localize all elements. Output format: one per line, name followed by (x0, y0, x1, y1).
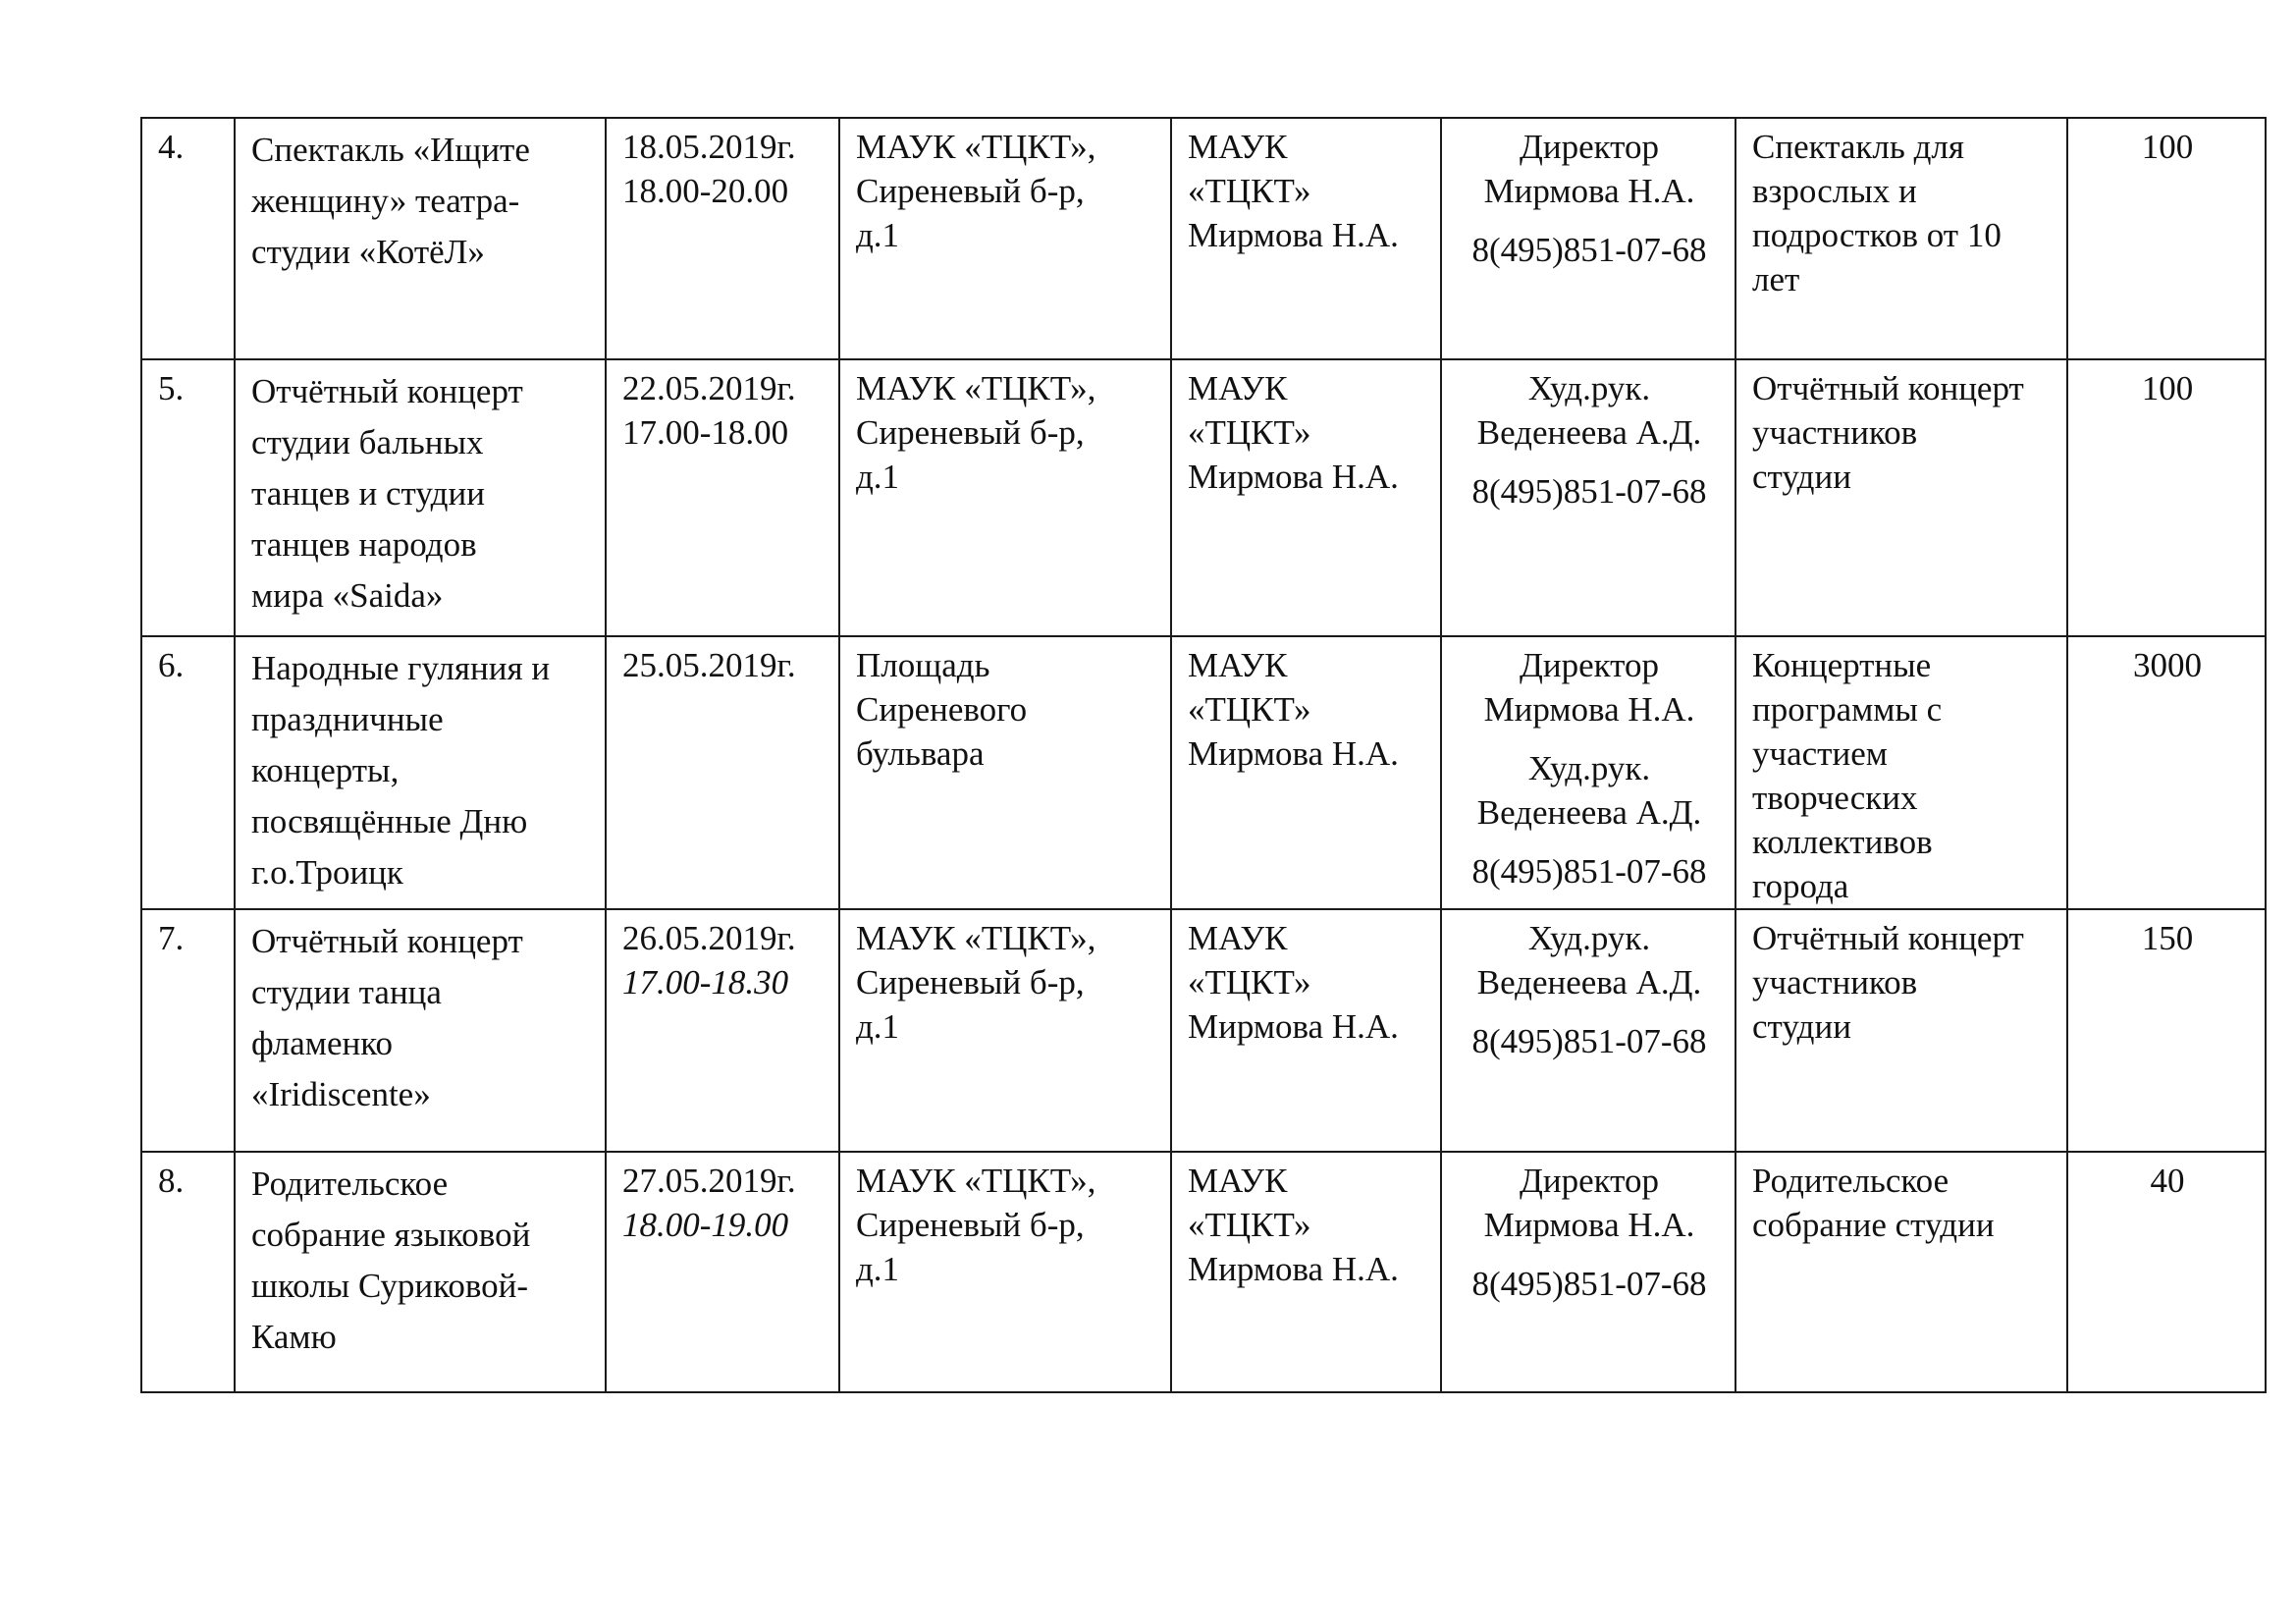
event-name-cell (235, 636, 606, 909)
event-date: 18.05.2019г. (622, 128, 796, 166)
event-time: 17.00-18.30 (622, 963, 789, 1001)
phone-number: 8(495)851-07-68 (1471, 1265, 1707, 1303)
event-name-line: Родительское (251, 1164, 449, 1203)
event-description-line: Родительское (1752, 1162, 1949, 1200)
event-place-line: Сиреневый б-р, (856, 1206, 1085, 1244)
event-description-line: участников (1752, 413, 1918, 452)
event-place-cell (839, 118, 1171, 359)
responsible-person (1458, 125, 1721, 213)
participants-count: 100 (2141, 369, 2194, 407)
event-name-line: студии «КотёЛ» (251, 233, 485, 271)
participants-count-cell (2067, 636, 2266, 909)
participants-count-cell (2067, 909, 2266, 1152)
responsible-name: Мирмова Н.А. (1483, 172, 1695, 210)
event-description-line: Концертные (1752, 646, 1932, 684)
participants-count: 100 (2141, 128, 2194, 166)
event-name-cell (235, 1152, 606, 1392)
event-place-line: МАУК «ТЦКТ», (856, 1162, 1096, 1200)
responsible-role: Худ.рук. (1527, 919, 1651, 957)
responsible-cell (1441, 636, 1735, 909)
event-description-line: программы с (1752, 690, 1943, 729)
event-description-line: Отчётный концерт (1752, 919, 2024, 957)
event-date: 22.05.2019г. (622, 369, 796, 407)
responsible-role: Худ.рук. (1527, 749, 1651, 787)
row-number: 5. (158, 369, 185, 407)
event-description-line: коллективов (1752, 823, 1933, 861)
event-place-line: д.1 (856, 216, 900, 254)
event-description-line: Отчётный концерт (1752, 369, 2024, 407)
event-name-line: праздничные (251, 700, 444, 738)
event-date: 27.05.2019г. (622, 1162, 796, 1200)
organizer-line: «ТЦКТ» (1188, 172, 1311, 210)
event-name-line: посвящённые Дню (251, 802, 528, 840)
event-place-line: д.1 (856, 458, 900, 496)
event-name-line: Камю (251, 1318, 337, 1356)
event-name-line: студии бальных (251, 423, 484, 461)
responsible-name: Веденеева А.Д. (1476, 793, 1702, 832)
event-place-cell (839, 636, 1171, 909)
participants-count: 150 (2141, 919, 2194, 957)
events-table-body (141, 118, 2266, 1392)
organizer-cell (1171, 909, 1441, 1152)
organizer-cell (1171, 636, 1441, 909)
organizer-line: Мирмова Н.А. (1188, 458, 1399, 496)
row-number: 6. (158, 646, 185, 684)
event-place-line: МАУК «ТЦКТ», (856, 919, 1096, 957)
event-name-line: фламенко (251, 1024, 393, 1062)
organizer-cell (1171, 118, 1441, 359)
responsible-person (1458, 916, 1721, 1004)
row-number: 8. (158, 1162, 185, 1200)
organizer-cell (1171, 359, 1441, 636)
event-place-cell (839, 909, 1171, 1152)
responsible-role: Директор (1519, 128, 1660, 166)
event-name-line: мира «Saida» (251, 576, 444, 615)
event-name-cell (235, 909, 606, 1152)
table-row (141, 909, 2266, 1152)
event-description-line: собрание студии (1752, 1206, 1995, 1244)
organizer-line: МАУК (1188, 128, 1288, 166)
responsible-cell (1441, 1152, 1735, 1392)
event-name-line: собрание языковой (251, 1216, 531, 1254)
event-name-line: танцев и студии (251, 474, 485, 513)
event-name-line: женщину» театра- (251, 182, 520, 220)
row-number: 4. (158, 128, 185, 166)
event-place-line: Сиреневого (856, 690, 1028, 729)
event-description-line: Спектакль для (1752, 128, 1964, 166)
event-description-line: города (1752, 867, 1849, 905)
event-name-line: г.о.Троицк (251, 853, 403, 892)
phone-number: 8(495)851-07-68 (1471, 231, 1707, 269)
event-place-line: Сиреневый б-р, (856, 963, 1085, 1001)
event-time: 18.00-19.00 (622, 1206, 789, 1244)
responsible-name: Веденеева А.Д. (1476, 413, 1702, 452)
event-description-cell (1735, 1152, 2067, 1392)
event-date-cell (606, 118, 839, 359)
table-row (141, 636, 2266, 909)
row-number: 7. (158, 919, 185, 957)
event-name-line: студии танца (251, 973, 442, 1011)
event-name-line: концерты, (251, 751, 400, 789)
responsible-person (1458, 366, 1721, 455)
row-number-cell (141, 1152, 235, 1392)
event-name-line: Отчётный концерт (251, 372, 523, 410)
event-place-line: Площадь (856, 646, 990, 684)
organizer-line: Мирмова Н.А. (1188, 1007, 1399, 1046)
responsible-role: Директор (1519, 646, 1660, 684)
table-row (141, 118, 2266, 359)
organizer-line: МАУК (1188, 369, 1288, 407)
organizer-line: «ТЦКТ» (1188, 413, 1311, 452)
responsible-name: Веденеева А.Д. (1476, 963, 1702, 1001)
event-name-line: школы Суриковой- (251, 1267, 529, 1305)
organizer-line: Мирмова Н.А. (1188, 216, 1399, 254)
responsible-role: Худ.рук. (1527, 369, 1651, 407)
participants-count-cell (2067, 1152, 2266, 1392)
event-place-line: д.1 (856, 1007, 900, 1046)
phone-number: 8(495)851-07-68 (1471, 472, 1707, 511)
event-date-cell (606, 359, 839, 636)
event-name-line: Спектакль «Ищите (251, 131, 530, 169)
event-time: 18.00-20.00 (622, 172, 789, 210)
responsible-person (1458, 643, 1721, 731)
event-description-cell (1735, 359, 2067, 636)
responsible-person (1458, 1159, 1721, 1247)
event-description-line: взрослых и (1752, 172, 1917, 210)
event-description-line: студии (1752, 1007, 1851, 1046)
organizer-line: «ТЦКТ» (1188, 963, 1311, 1001)
event-description-line: творческих (1752, 779, 1918, 817)
event-name-line: танцев народов (251, 525, 477, 564)
event-name-cell (235, 359, 606, 636)
participants-count-cell (2067, 359, 2266, 636)
event-description-line: студии (1752, 458, 1851, 496)
event-description-cell (1735, 909, 2067, 1152)
phone-number: 8(495)851-07-68 (1471, 1022, 1707, 1060)
event-place-line: Сиреневый б-р, (856, 413, 1085, 452)
row-number-cell (141, 118, 235, 359)
event-place-cell (839, 359, 1171, 636)
row-number-cell (141, 359, 235, 636)
responsible-person (1458, 746, 1721, 835)
table-row (141, 1152, 2266, 1392)
event-description-line: участием (1752, 734, 1888, 773)
event-place-line: бульвара (856, 734, 985, 773)
organizer-line: «ТЦКТ» (1188, 1206, 1311, 1244)
participants-count-cell (2067, 118, 2266, 359)
event-place-cell (839, 1152, 1171, 1392)
event-date: 25.05.2019г. (622, 646, 796, 684)
phone-number: 8(495)851-07-68 (1471, 852, 1707, 891)
table-row (141, 359, 2266, 636)
responsible-name: Мирмова Н.А. (1483, 1206, 1695, 1244)
organizer-line: МАУК (1188, 646, 1288, 684)
event-place-line: МАУК «ТЦКТ», (856, 128, 1096, 166)
responsible-cell (1441, 118, 1735, 359)
responsible-name: Мирмова Н.А. (1483, 690, 1695, 729)
event-description-line: участников (1752, 963, 1918, 1001)
organizer-line: Мирмова Н.А. (1188, 1250, 1399, 1288)
event-place-line: МАУК «ТЦКТ», (856, 369, 1096, 407)
event-place-line: д.1 (856, 1250, 900, 1288)
organizer-line: «ТЦКТ» (1188, 690, 1311, 729)
row-number-cell (141, 636, 235, 909)
event-name-line: «Iridiscente» (251, 1075, 431, 1113)
organizer-line: МАУК (1188, 919, 1288, 957)
event-date-cell (606, 636, 839, 909)
organizer-line: Мирмова Н.А. (1188, 734, 1399, 773)
responsible-cell (1441, 359, 1735, 636)
organizer-line: МАУК (1188, 1162, 1288, 1200)
events-table (140, 117, 2267, 1393)
event-date: 26.05.2019г. (622, 919, 796, 957)
event-description-cell (1735, 636, 2067, 909)
event-time: 17.00-18.00 (622, 413, 789, 452)
participants-count: 3000 (2133, 646, 2202, 684)
participants-count: 40 (2150, 1162, 2185, 1200)
event-description-cell (1735, 118, 2067, 359)
event-name-line: Народные гуляния и (251, 649, 551, 687)
responsible-role: Директор (1519, 1162, 1660, 1200)
responsible-cell (1441, 909, 1735, 1152)
event-description-line: лет (1752, 260, 1800, 298)
event-place-line: Сиреневый б-р, (856, 172, 1085, 210)
organizer-cell (1171, 1152, 1441, 1392)
event-date-cell (606, 909, 839, 1152)
event-description-line: подростков от 10 (1752, 216, 2002, 254)
row-number-cell (141, 909, 235, 1152)
event-date-cell (606, 1152, 839, 1392)
event-name-line: Отчётный концерт (251, 922, 523, 960)
event-name-cell (235, 118, 606, 359)
